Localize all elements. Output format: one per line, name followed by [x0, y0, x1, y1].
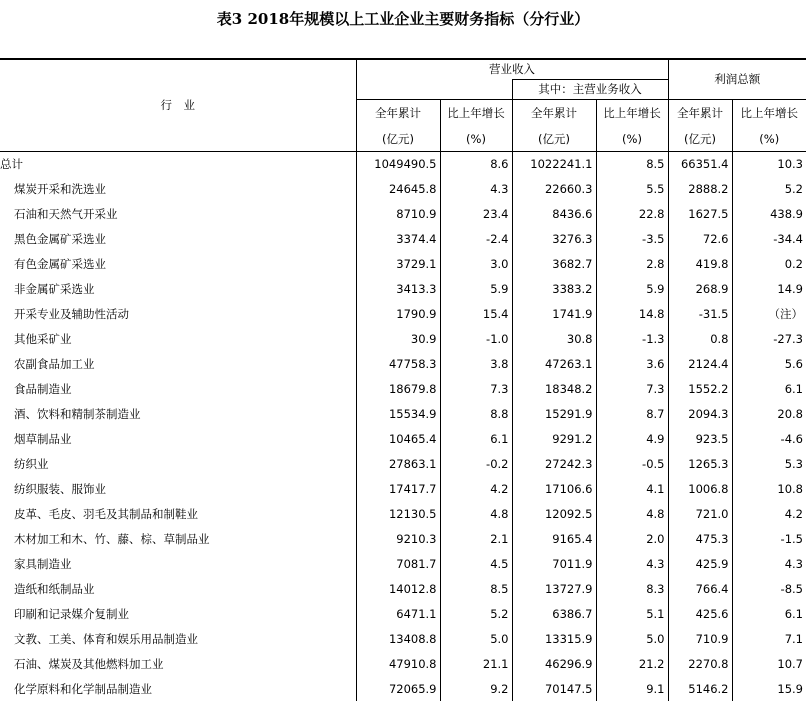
value-cell: 8710.9: [356, 201, 440, 226]
value-cell: 72.6: [668, 226, 732, 251]
industry-name: 纺织业: [0, 451, 356, 476]
value-cell: 4.2: [784, 506, 803, 521]
table-row: [0, 376, 806, 401]
value-cell: 8.6: [440, 151, 512, 176]
value-cell: 21.2: [596, 651, 668, 676]
value-cell: 30.9: [356, 326, 440, 351]
industry-name: 黑色金属矿采选业: [0, 226, 356, 251]
value-cell: -0.2: [440, 451, 512, 476]
value-cell: 5.9: [440, 276, 512, 301]
value-cell: 22.8: [596, 201, 668, 226]
table-row: [0, 576, 806, 601]
value-cell: 10465.4: [356, 426, 440, 451]
value-cell: 3413.3: [356, 276, 440, 301]
main-revenue-header: 其中：主营业务收入: [512, 79, 668, 99]
value-cell: 7011.9: [512, 551, 596, 576]
value-cell: 23.4: [440, 201, 512, 226]
value-cell: 1790.9: [356, 301, 440, 326]
value-cell: 5146.2: [668, 676, 732, 701]
table-body: [0, 151, 806, 701]
value-cell: 4.2: [440, 476, 512, 501]
value-cell: 27863.1: [356, 451, 440, 476]
industry-name: 开采专业及辅助性活动: [0, 301, 356, 326]
value-cell: 17106.6: [512, 476, 596, 501]
profit-header: 利润总额: [668, 59, 806, 99]
value-cell: 15534.9: [356, 401, 440, 426]
value-cell: 66351.4: [668, 151, 732, 176]
profit-growth-header: 比上年增长: [740, 106, 798, 121]
table-title: 表3 2018年规模以上工业企业主要财务指标（分行业）: [216, 10, 590, 28]
value-cell: 9291.2: [512, 426, 596, 451]
industry-name: 皮革、毛皮、羽毛及其制品和制鞋业: [0, 501, 356, 526]
value-cell: 15.9: [777, 681, 803, 696]
value-cell: 5.6: [784, 356, 803, 371]
value-cell: 47758.3: [356, 351, 440, 376]
value-cell: 2124.4: [668, 351, 732, 376]
table-row: [0, 251, 806, 276]
industry-name: 酒、饮料和精制茶制造业: [0, 401, 356, 426]
value-cell: -1.5: [780, 531, 803, 546]
value-cell: 3276.3: [512, 226, 596, 251]
value-cell: 721.0: [668, 501, 732, 526]
value-cell: 1022241.1: [512, 151, 596, 176]
value-cell: 3.0: [440, 251, 512, 276]
industry-name: 纺织服装、服饰业: [0, 476, 356, 501]
industry-name: 总计: [0, 151, 356, 176]
value-cell: 7081.7: [356, 551, 440, 576]
value-cell: 0.2: [784, 256, 803, 271]
table-row: [0, 626, 806, 651]
value-cell: 14.9: [777, 281, 803, 296]
table-row: [0, 526, 806, 551]
revenue-growth-header: 比上年增长: [440, 99, 512, 127]
value-cell: 12092.5: [512, 501, 596, 526]
main-revenue-cumulative-header: 全年累计: [512, 99, 596, 127]
value-cell: 15.4: [440, 301, 512, 326]
industry-name: 造纸和纸制品业: [0, 576, 356, 601]
value-cell: 9.1: [596, 676, 668, 701]
value-cell: 0.8: [668, 326, 732, 351]
table-row: [0, 401, 806, 426]
table-row: [0, 476, 806, 501]
value-cell: -0.5: [596, 451, 668, 476]
value-cell: 710.9: [668, 626, 732, 651]
value-cell: 46296.9: [512, 651, 596, 676]
revenue-cumulative-header: 全年累计: [356, 99, 440, 127]
value-cell: 12130.5: [356, 501, 440, 526]
value-cell: 3682.7: [512, 251, 596, 276]
value-cell: 8.5: [440, 576, 512, 601]
value-cell: 10.7: [777, 656, 803, 671]
financial-indicators-table: [0, 58, 806, 701]
main-revenue-unit: (亿元): [512, 127, 596, 151]
value-cell: -1.3: [596, 326, 668, 351]
table-row: [0, 226, 806, 251]
value-cell: 1265.3: [668, 451, 732, 476]
value-cell: 1741.9: [512, 301, 596, 326]
value-cell: 18348.2: [512, 376, 596, 401]
value-cell: 5.0: [596, 626, 668, 651]
industry-name: 化学原料和化学制品制造业: [0, 676, 356, 701]
value-cell: 1552.2: [668, 376, 732, 401]
value-cell: 14012.8: [356, 576, 440, 601]
value-cell: 5.9: [596, 276, 668, 301]
industry-name: 煤炭开采和洗选业: [0, 176, 356, 201]
value-cell: 2888.2: [668, 176, 732, 201]
revenue-unit: (亿元): [356, 127, 440, 151]
table-row: [0, 501, 806, 526]
value-cell: 47263.1: [512, 351, 596, 376]
value-cell: -8.5: [780, 581, 803, 596]
value-cell: 923.5: [668, 426, 732, 451]
value-cell: 15291.9: [512, 401, 596, 426]
value-cell: 4.3: [596, 551, 668, 576]
industry-header: 行 业: [0, 59, 356, 151]
value-cell: 4.5: [440, 551, 512, 576]
industry-name: 非金属矿采选业: [0, 276, 356, 301]
value-cell: 70147.5: [512, 676, 596, 701]
value-cell: 13408.8: [356, 626, 440, 651]
value-cell: 8.5: [596, 151, 668, 176]
value-cell: 6.1: [784, 381, 803, 396]
value-cell: 5.1: [596, 601, 668, 626]
value-cell: 20.8: [777, 406, 803, 421]
value-cell: 13315.9: [512, 626, 596, 651]
table-row: [0, 551, 806, 576]
value-cell: 2.1: [440, 526, 512, 551]
industry-name: 木材加工和木、竹、藤、棕、草制品业: [0, 526, 356, 551]
value-cell: 18679.8: [356, 376, 440, 401]
value-cell: 6.1: [784, 606, 803, 621]
value-cell: 419.8: [668, 251, 732, 276]
value-cell: 766.4: [668, 576, 732, 601]
value-cell: 10.8: [777, 481, 803, 496]
table-row: [0, 151, 806, 176]
value-cell: -4.6: [780, 431, 803, 446]
value-cell: -31.5: [668, 301, 732, 326]
table-row: [0, 676, 806, 701]
value-cell: 8436.6: [512, 201, 596, 226]
industry-name: 农副食品加工业: [0, 351, 356, 376]
industry-name: 家具制造业: [0, 551, 356, 576]
value-cell: 425.9: [668, 551, 732, 576]
value-cell: 2.8: [596, 251, 668, 276]
value-cell: 5.2: [784, 181, 803, 196]
value-cell: 3729.1: [356, 251, 440, 276]
value-cell: -27.3: [773, 331, 803, 346]
value-cell: 21.1: [440, 651, 512, 676]
value-cell: 9.2: [440, 676, 512, 701]
profit-growth-unit: (%): [732, 127, 806, 151]
table-row: [0, 201, 806, 226]
value-cell: 4.9: [596, 426, 668, 451]
industry-name: 印刷和记录媒介复制业: [0, 601, 356, 626]
profit-cumulative-header: 全年累计: [668, 99, 732, 127]
value-cell: 1627.5: [668, 201, 732, 226]
value-cell: 72065.9: [356, 676, 440, 701]
value-cell: 30.8: [512, 326, 596, 351]
table-row: [0, 326, 806, 351]
revenue-header: 营业收入: [356, 59, 668, 79]
value-cell: 5.5: [596, 176, 668, 201]
value-cell: 47910.8: [356, 651, 440, 676]
value-cell: 2270.8: [668, 651, 732, 676]
value-cell: 4.1: [596, 476, 668, 501]
value-cell: 268.9: [668, 276, 732, 301]
value-cell: 2.0: [596, 526, 668, 551]
value-cell: 2094.3: [668, 401, 732, 426]
table-row: [0, 301, 806, 326]
value-cell: 6386.7: [512, 601, 596, 626]
table-row: [0, 276, 806, 301]
value-cell: 8.3: [596, 576, 668, 601]
value-cell: 1049490.5: [356, 151, 440, 176]
value-cell: 3383.2: [512, 276, 596, 301]
table-row: [0, 426, 806, 451]
value-cell: 6.1: [440, 426, 512, 451]
table-row: [0, 351, 806, 376]
table-row: [0, 601, 806, 626]
value-cell: 17417.7: [356, 476, 440, 501]
value-cell: 3.6: [596, 351, 668, 376]
value-cell: 8.8: [440, 401, 512, 426]
value-cell: 7.3: [596, 376, 668, 401]
value-cell: 5.2: [440, 601, 512, 626]
value-cell: -3.5: [596, 226, 668, 251]
value-cell: 7.1: [784, 631, 803, 646]
value-cell: 27242.3: [512, 451, 596, 476]
value-cell: 3374.4: [356, 226, 440, 251]
value-cell: 5.0: [440, 626, 512, 651]
main-revenue-growth-unit: (%): [596, 127, 668, 151]
revenue-growth-unit: (%): [440, 127, 512, 151]
value-cell: 475.3: [668, 526, 732, 551]
value-cell: 24645.8: [356, 176, 440, 201]
value-cell: -34.4: [773, 231, 803, 246]
main-revenue-growth-header: 比上年增长: [596, 99, 668, 127]
industry-name: 其他采矿业: [0, 326, 356, 351]
table-row: [0, 451, 806, 476]
value-cell: -2.4: [440, 226, 512, 251]
value-cell: 4.3: [784, 556, 803, 571]
value-cell: 10.3: [777, 156, 803, 171]
value-cell: 438.9: [770, 206, 803, 221]
value-cell: 6471.1: [356, 601, 440, 626]
industry-name: 食品制造业: [0, 376, 356, 401]
value-cell: 5.3: [784, 456, 803, 471]
industry-name: 石油和天然气开采业: [0, 201, 356, 226]
value-cell: （注）: [768, 306, 803, 321]
value-cell: 9165.4: [512, 526, 596, 551]
value-cell: 4.3: [440, 176, 512, 201]
value-cell: 4.8: [440, 501, 512, 526]
value-cell: 14.8: [596, 301, 668, 326]
industry-name: 石油、煤炭及其他燃料加工业: [0, 651, 356, 676]
value-cell: 3.8: [440, 351, 512, 376]
value-cell: -1.0: [440, 326, 512, 351]
value-cell: 7.3: [440, 376, 512, 401]
value-cell: 1006.8: [668, 476, 732, 501]
profit-unit: (亿元): [668, 127, 732, 151]
value-cell: 4.8: [596, 501, 668, 526]
value-cell: 9210.3: [356, 526, 440, 551]
table-row: [0, 176, 806, 201]
industry-name: 烟草制品业: [0, 426, 356, 451]
table-row: [0, 651, 806, 676]
value-cell: 425.6: [668, 601, 732, 626]
value-cell: 13727.9: [512, 576, 596, 601]
industry-name: 有色金属矿采选业: [0, 251, 356, 276]
industry-name: 文教、工美、体育和娱乐用品制造业: [0, 626, 356, 651]
value-cell: 8.7: [596, 401, 668, 426]
value-cell: 22660.3: [512, 176, 596, 201]
